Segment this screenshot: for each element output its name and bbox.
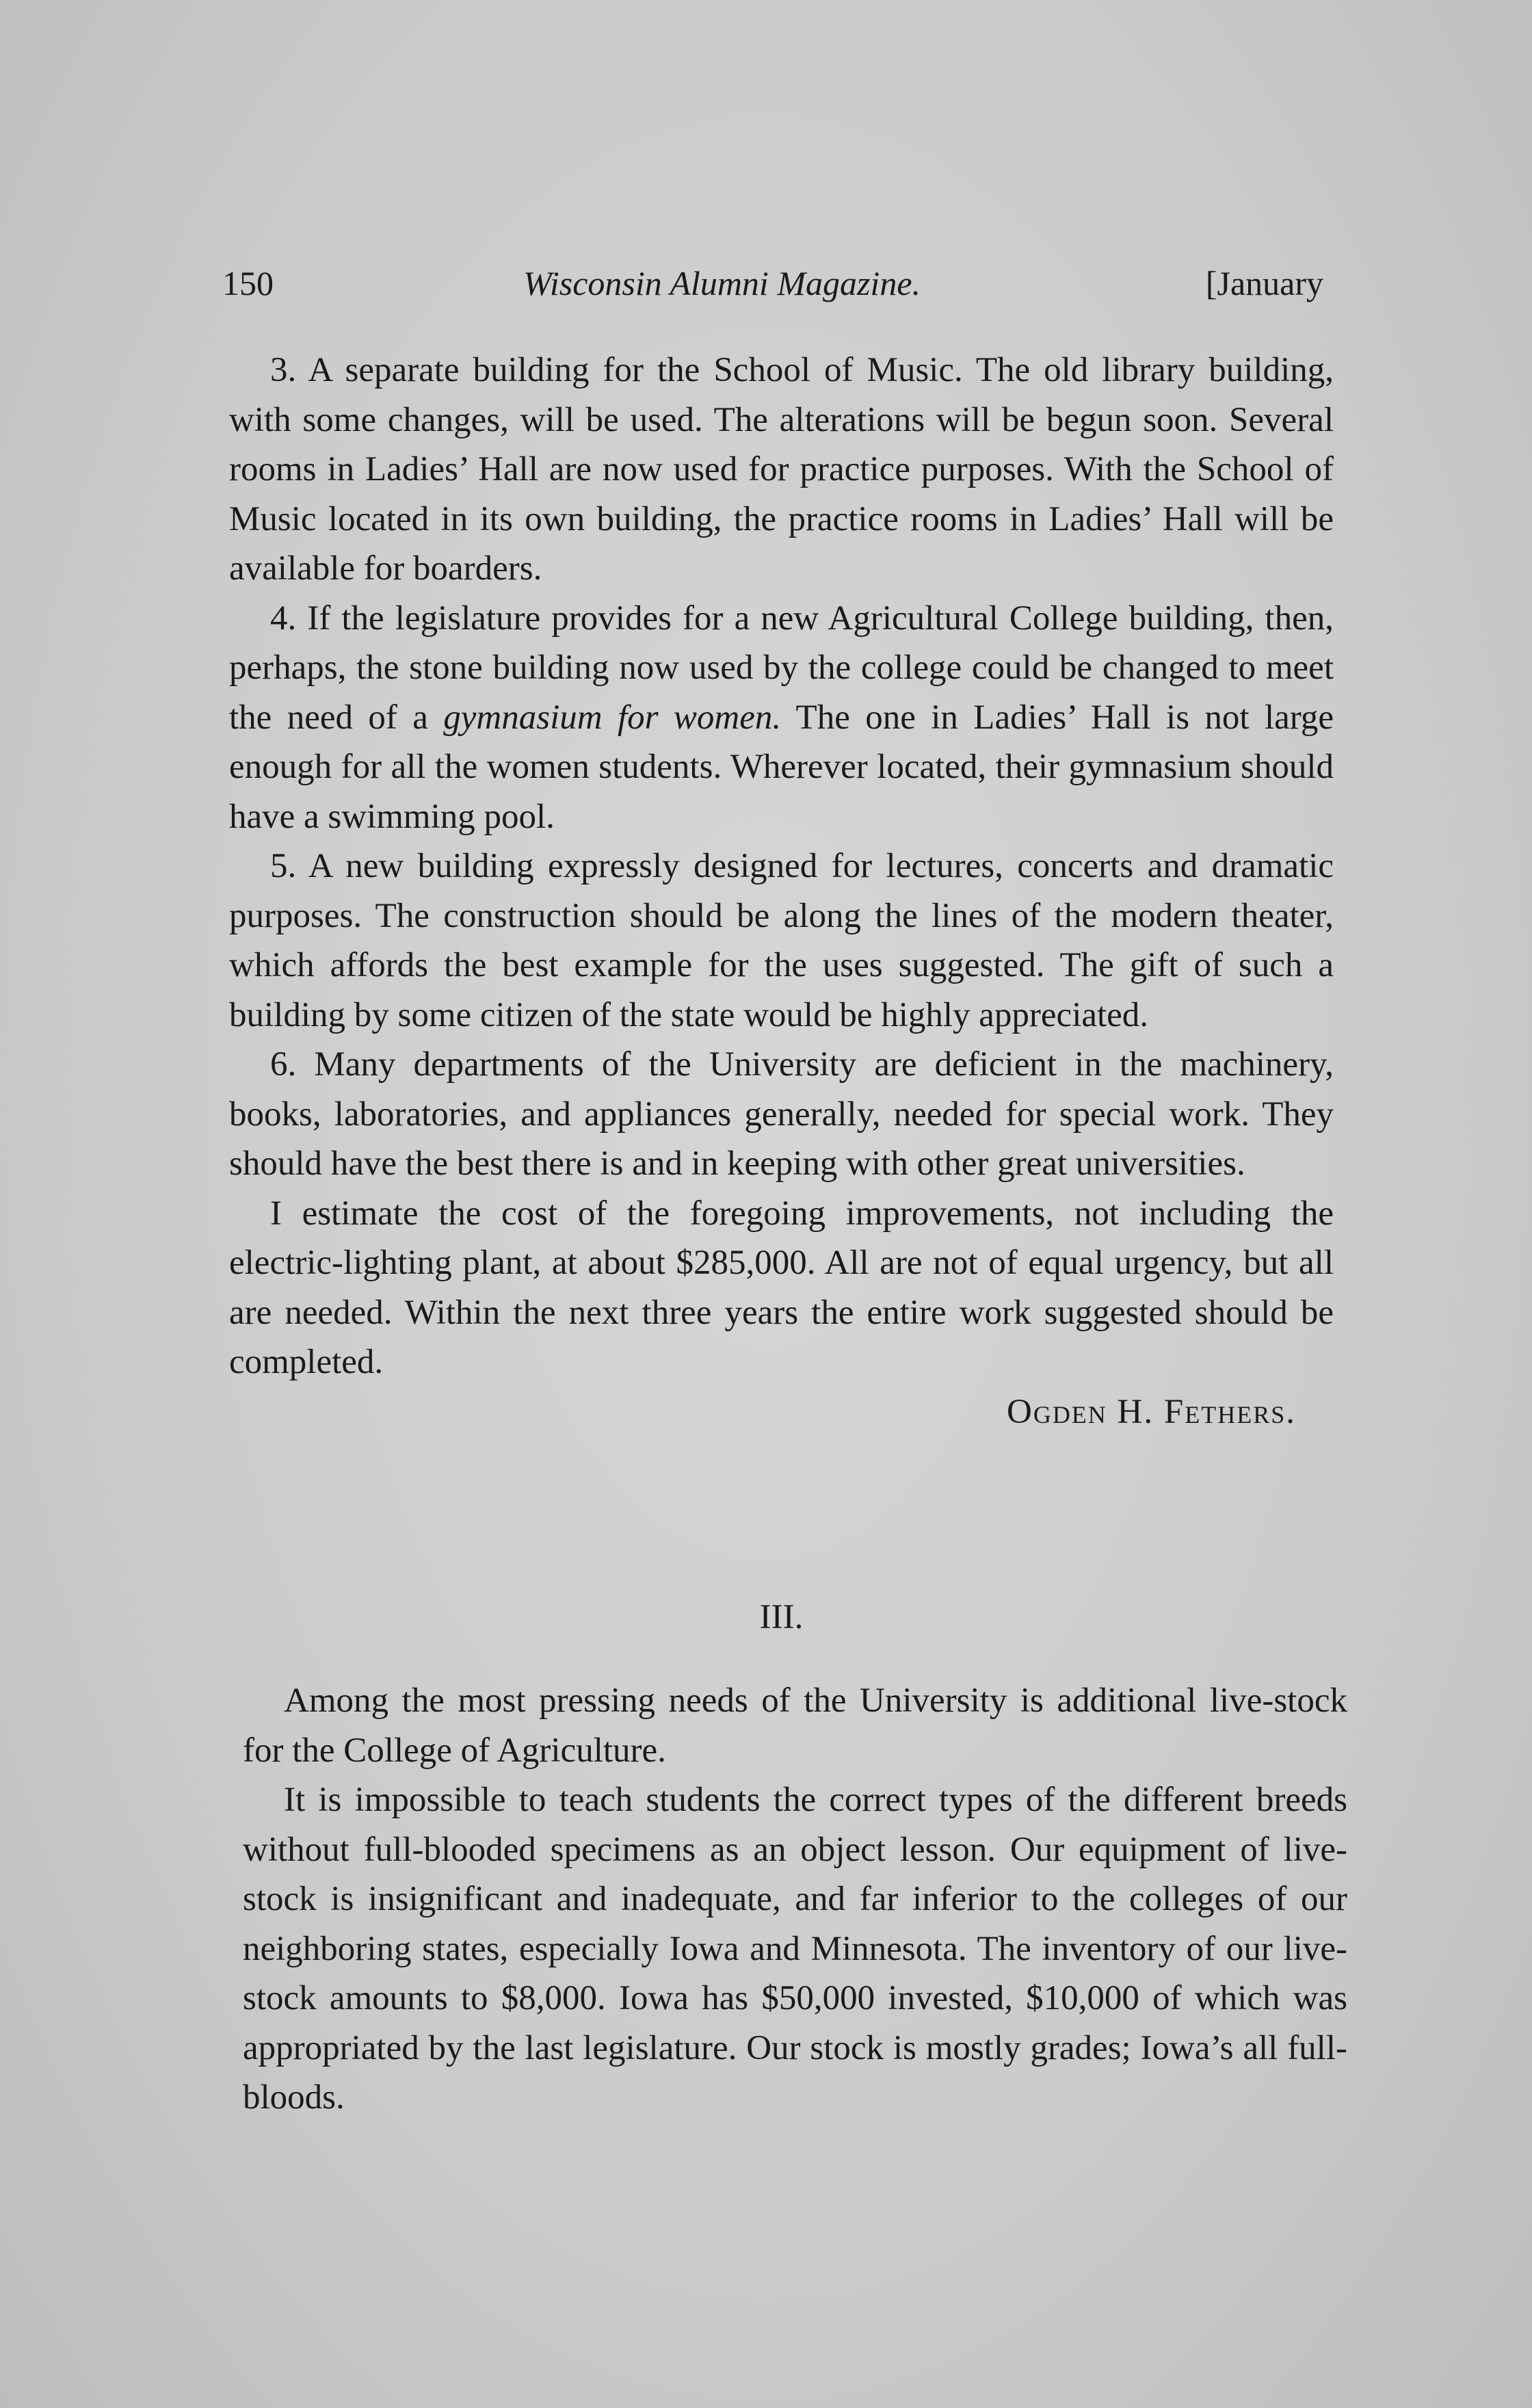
paragraph-item-5: 5. A new building expressly designed for lectures, concerts and dramatic purposes. The construction should be along the lines of the modern theater, which affords the best example for the uses suggested. The gift of such a building by some citizen of the state would be highly appreciated. <box>229 847 1334 1034</box>
paragraph-item-6: 6. Many departments of the University are deficient in the machinery, books, laboratories, and appliances generally, needed for special work. They should have the best there is and in keeping with other great universities. <box>229 1045 1334 1183</box>
article-body-continued <box>229 345 1334 1437</box>
section-iii-body <box>243 1676 1347 2123</box>
issue-month: [January <box>1205 264 1323 302</box>
paragraph-item-3: 3. A separate building for the School of Music. The old library building, with some changes, will be used. The alterations will be begun soon. Several rooms in Ladies’ Hall are now used for practice purposes. With the School of Music located in its own building, the practice rooms in Ladies’ Hall will be available for boarders. <box>229 351 1334 588</box>
paragraph-cost-estimate: I estimate the cost of the foregoing improvements, not including the electric-lighting plant, at about $285,000. All are not of equal urgency, but all are needed. Within the next three years the entire work suggested should be completed. <box>229 1194 1334 1381</box>
author-signature: Ogden H. Fethers. <box>1006 1392 1296 1431</box>
magazine-title: Wisconsin Alumni Magazine. <box>523 264 921 302</box>
page-number: 150 <box>222 264 274 302</box>
running-header <box>222 263 1323 311</box>
paragraph-item-4-text-b: The one in Ladies’ Hall is not large enough for all the women students. Wherever located, their gymnasium should have a swimming pool. <box>229 698 1334 836</box>
paragraph-live-stock-comparison: It is impossible to teach students the correct types of the different breeds without full-blooded specimens as an object lesson. Our equipment of live-stock is insignificant and inadequate, and far inferior to the colleges of our neighboring states, especially Iowa and Minnesota. The inventory of our live-stock amounts to $8,000. Iowa has $50,000 invested, $10,000 of which was appropriated by the last legislature. Our stock is mostly grades; Iowa’s all fullbloods. <box>243 1781 1347 2117</box>
gymnasium-emphasis: gymnasium for women. <box>443 698 782 737</box>
paragraph-item-4 <box>229 594 1334 842</box>
section-heading-iii: III. <box>759 1598 804 1636</box>
paragraph-item-4-text-a: 4. If the legislature provides for a new Agricultural College building, then, perhaps, the stone building now used by the college could be changed to meet the need of a <box>229 599 1334 737</box>
paragraph-live-stock-need: Among the most pressing needs of the University is additional live-stock for the College of Agriculture. <box>243 1681 1347 1770</box>
